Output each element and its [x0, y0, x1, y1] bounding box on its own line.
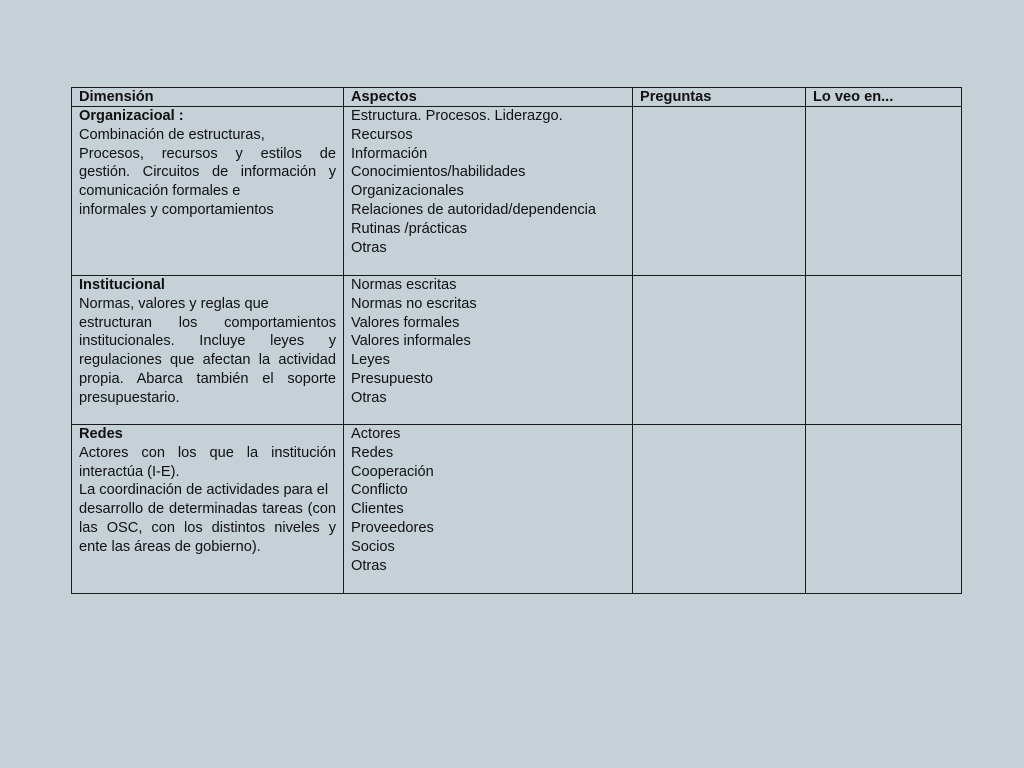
questions-cell [633, 107, 806, 276]
dimension-cell [72, 107, 344, 276]
aspect-item: Presupuesto [351, 370, 433, 387]
aspect-item: Clientes [351, 501, 404, 518]
aspect-item: Redes [351, 444, 394, 461]
dimension-cell [72, 276, 344, 425]
aspect-item: Otras [351, 389, 387, 406]
seen-in-cell [806, 276, 962, 425]
dimension-text: La coordinación de actividades para el [79, 482, 329, 499]
aspect-item: Información [351, 145, 428, 162]
header-dimension: Dimensión [72, 88, 344, 107]
aspect-item: Organizacionales [351, 183, 464, 200]
aspects-cell [344, 107, 633, 276]
table-row [72, 425, 962, 594]
aspect-item: Proveedores [351, 519, 434, 536]
aspect-item: Socios [351, 538, 395, 555]
table-header-row [72, 88, 962, 107]
dimension-text: Procesos, recursos y estilos de gestión. Circuitos de información y comunicación formales e [79, 145, 336, 200]
dimension-text: Combinación de estructuras, [79, 126, 265, 143]
dimension-text: desarrollo de determinadas tareas (con las OSC, con los distintos niveles y ente las áreas de gobierno). [79, 501, 336, 555]
dimension-text: Actores con los que la institución interactúa (I-E). [79, 444, 336, 480]
aspect-item: Valores informales [351, 333, 471, 350]
aspect-item: Cooperación [351, 463, 434, 480]
aspect-item: Otras [351, 557, 387, 574]
dimension-text: Normas, valores y reglas que [79, 295, 269, 312]
header-questions: Preguntas [633, 88, 806, 107]
seen-in-cell [806, 107, 962, 276]
dimension-title: Redes [79, 426, 123, 442]
aspect-item: Actores [351, 426, 401, 442]
aspect-item: Valores formales [351, 314, 460, 331]
questions-cell [633, 425, 806, 594]
dimension-text: estructuran los comportamientos institucionales. Incluye leyes y regulaciones que afectan la actividad propia. Abarca también el soporte presupuestario. [79, 314, 336, 406]
aspect-item: Conflicto [351, 482, 408, 499]
table-row [72, 276, 962, 425]
aspect-item: Relaciones de autoridad/dependencia [351, 201, 597, 218]
aspect-item: Rutinas /prácticas [351, 220, 467, 237]
aspects-cell [344, 425, 633, 594]
aspect-item: Otras [351, 239, 387, 256]
seen-in-cell [806, 425, 962, 594]
dimension-text: informales y comportamientos [79, 201, 274, 218]
aspect-item: Normas escritas [351, 277, 457, 293]
aspect-item: Conocimientos/habilidades [351, 164, 526, 181]
dimensions-table [71, 87, 962, 594]
aspect-item: Leyes [351, 352, 390, 369]
dimension-cell [72, 425, 344, 594]
header-aspects: Aspectos [344, 88, 633, 107]
questions-cell [633, 276, 806, 425]
dimension-title: Organizacioal : [79, 108, 184, 124]
aspects-cell [344, 276, 633, 425]
aspect-item: Normas no escritas [351, 295, 477, 312]
header-seen-in: Lo veo en... [806, 88, 962, 107]
dimension-title: Institucional [79, 277, 165, 293]
table-row [72, 107, 962, 276]
aspect-item: Recursos [351, 126, 413, 143]
aspect-item: Estructura. Procesos. Liderazgo. [351, 108, 563, 124]
